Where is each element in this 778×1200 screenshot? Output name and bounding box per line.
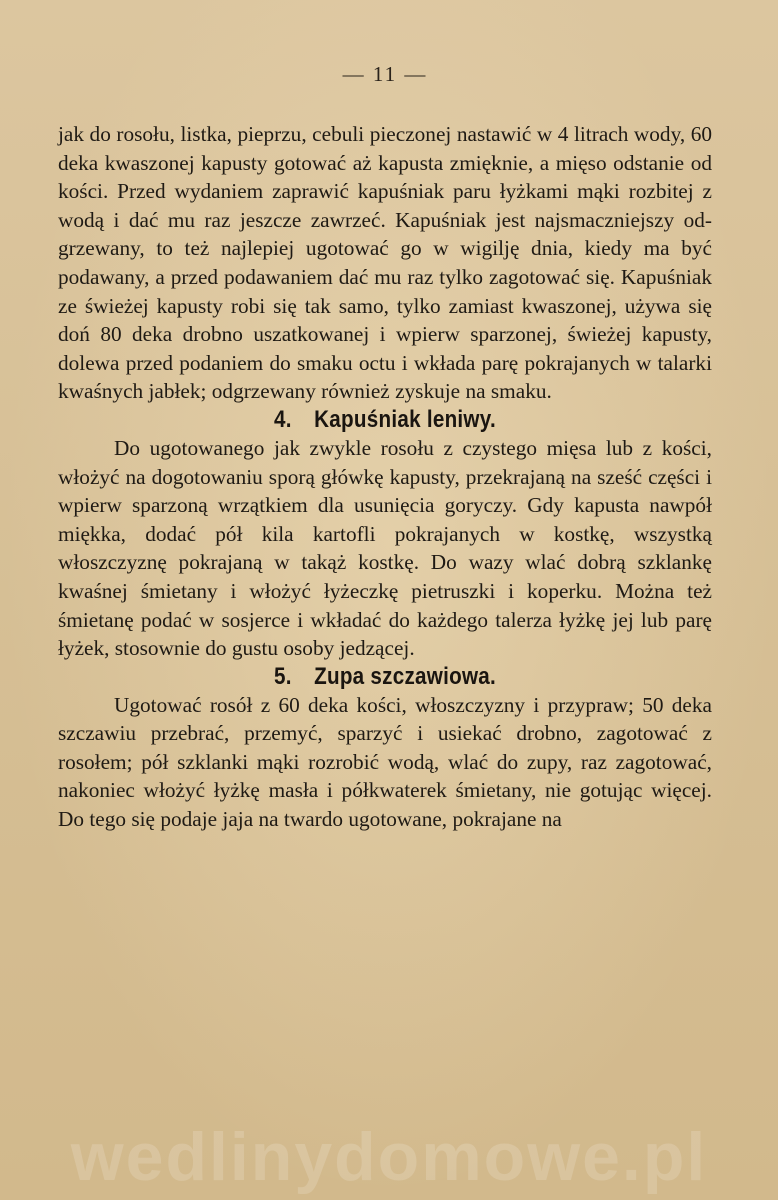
- page-number: — 11 —: [342, 62, 428, 86]
- intro-paragraph: jak do rosołu, listka, pieprzu, cebuli pieczonej nastawić w 4 litrach wody, 60 deka kwaszonej kapusty gotować aż kapusta zmięknie, a mięso odstanie od kości. Przed wydaniem zaprawić kapuśniak paru łyżkami mąki rozbitej z wodą i dać mu raz jeszcze zawrzeć. Kapuśniak jest najsmaczniejszy odgrzewany, to też najlepiej ugotować go w wigilję dnia, kiedy ma być podawany, a przed podawaniem dać mu raz tylko zagotować się. Kapuśniak ze świeżej kapusty robi się tak samo, tylko zamiast kwaszonej, używa się doń 80 deka drobno uszatkowanej i wpierw sparzonej, świeżej kapusty, dolewa przed podaniem do smaku octu i wkłada parę pokrajanych w talarki kwaśnych jabłek; odgrzewany również zyskuje na smaku.: [58, 122, 712, 404]
- recipe-4-number: 4.: [274, 405, 292, 433]
- recipe-5-title: Zupa szczawiowa.: [314, 662, 497, 690]
- recipe-4-title: Kapuśniak leniwy.: [314, 405, 496, 433]
- recipe-5-text: Ugotować rosół z 60 deka kości, włoszczyzny i przypraw; 50 deka szczawiu przebrać, przemyć, sparzyć i usiekać drobno, zagotować z rosołem; pół szklanki mąki rozrobić wodą, wlać do zupy, raz zagotować, nakoniec włożyć łyżkę masła i półkwaterek śmietany, nie gotując więcej. Do tego się podaje jaja na twardo ugotowane, pokrajane na: [58, 692, 712, 832]
- recipe-4-text: Do ugotowanego jak zwykle rosołu z czystego mięsa lub z kości, włożyć na dogotowaniu sporą główkę kapusty, przekrajaną na sześć części i wpierw sparzoną wrzątkiem dla usunięcia goryczy. Gdy kapusta nawpół miękka, dodać pół kila kartofli pokrajanych w kostkę, wszystką włoszczyznę pokrajaną w takąż kostkę. Do wazy wlać dobrą szklankę kwaśnej śmietany i włożyć łyżeczkę pietruszki i koperku. Można też śmietanę podać w sosjerce i wkładać do każdego talerza łyżkę jej lub parę łyżek, stosownie do gustu osoby jedzącej.: [58, 435, 712, 661]
- watermark: wedlinydomowe.pl: [70, 1119, 708, 1195]
- recipe-5-heading: [104, 663, 666, 691]
- recipe-4-heading: [104, 406, 666, 434]
- recipe-5-number: 5.: [273, 662, 292, 690]
